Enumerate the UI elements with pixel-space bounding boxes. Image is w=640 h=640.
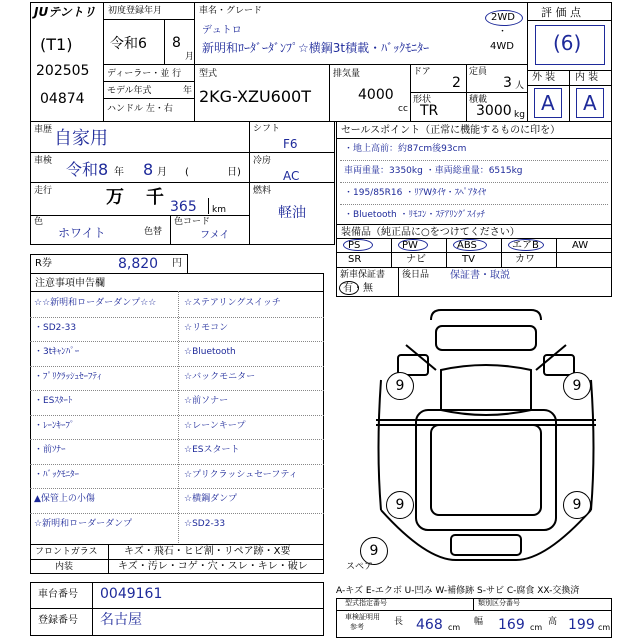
- damage-mark-3: 9: [563, 491, 591, 519]
- model-year-unit: 年: [183, 86, 193, 96]
- color-label: 色: [34, 217, 44, 227]
- dims-sub2: 参考: [350, 623, 364, 631]
- interior-cond-value: キズ・汚レ・コゲ・穴・スレ・キレ・破レ: [118, 561, 308, 572]
- length-value: 468: [416, 617, 443, 633]
- drive-dot: ・: [498, 27, 508, 37]
- color-code-label: 色コード: [174, 217, 211, 227]
- damage-mark-0: 9: [386, 372, 414, 400]
- sales-points-title: セールスポイント（正常に機能するものに印を）: [341, 125, 561, 136]
- inspection-month: 8: [143, 160, 154, 179]
- note-right-5: ☆レーンキープ: [184, 420, 246, 431]
- exterior-label: 外 装: [532, 72, 556, 83]
- doors-value: 2: [452, 75, 461, 91]
- height-label: 高: [548, 617, 558, 627]
- handle-label: ハンドル 左・右: [107, 104, 173, 114]
- drive-2wd: 2WD: [491, 12, 515, 23]
- logo: JUテントリ: [34, 5, 96, 19]
- doors-label: ドア: [413, 67, 431, 77]
- displacement-unit: cc: [398, 104, 408, 114]
- inspection-era: 令和8: [66, 160, 109, 179]
- equip-ps: PS: [348, 240, 361, 251]
- mileage-label: 走行: [34, 186, 53, 196]
- interior-label: 内 装: [575, 72, 599, 83]
- damage-mark-2: 9: [386, 491, 414, 519]
- note-right-2: ☆Bluetooth: [184, 347, 236, 357]
- equipment-title: 装備品（純正品に○をつけてください）: [341, 227, 520, 238]
- usage-label: 車歴: [34, 125, 53, 135]
- equip-abs: ABS: [457, 240, 477, 251]
- inspection-day-unit: 日): [227, 167, 241, 178]
- inspection-day: (: [185, 167, 189, 178]
- note-right-9: ☆SD2-33: [184, 518, 226, 529]
- dealer-label: ディーラー・並 行: [107, 69, 182, 79]
- sales-point-3: ・195/85R16 ・ﾘｱWﾀｲﾔ・ｽﾍﾟｱﾀｲﾔ: [344, 188, 487, 198]
- load-unit: kg: [514, 110, 525, 120]
- load-value: 3000: [476, 103, 512, 119]
- note-left-9: ☆新明和ローダーダンプ: [34, 518, 133, 529]
- note-left-7: ・ﾊﾞｯｸﾓﾆﾀｰ: [34, 469, 80, 480]
- dims-sub1: 車検証明用: [345, 613, 380, 621]
- width-value: 169: [498, 617, 525, 633]
- damage-legend: A-キズ E-エクボ U-凹み W-補修跡 S-サビ C-腐食 XX-交換済: [336, 586, 580, 596]
- shift-label: シフト: [253, 124, 281, 134]
- car-name-line1: デュトロ: [202, 25, 242, 36]
- chassis-value: 0049161: [100, 586, 163, 602]
- registration-label: 登録番号: [38, 615, 78, 626]
- maint-label: 後日品: [402, 270, 430, 280]
- recycle-label: R券: [35, 258, 52, 269]
- length-unit: cm: [448, 623, 461, 632]
- note-right-0: ☆ステアリングスイッチ: [184, 298, 281, 308]
- recycle-value: 8,820: [118, 256, 159, 272]
- width-label: 幅: [474, 617, 484, 627]
- capacity-value: 3: [503, 75, 512, 91]
- front-glass-label: フロントガラス: [35, 547, 98, 557]
- car-name-line2: 新明和ﾛｰﾀﾞｰﾀﾞﾝﾌﾟ☆横鋼3t積載・ﾊﾞｯｸﾓﾆﾀｰ: [202, 41, 430, 55]
- first-reg-era: 令和6: [110, 36, 147, 52]
- displacement-value: 4000: [358, 87, 394, 103]
- exterior-value: A: [541, 91, 555, 115]
- mileage-value: 365: [170, 199, 197, 215]
- shift-value: F6: [283, 137, 298, 151]
- note-right-7: ☆プリクラッシュセーフティ: [184, 469, 298, 480]
- interior-value: A: [583, 91, 597, 115]
- height-unit: cm: [598, 623, 611, 632]
- damage-mark-4: 9: [360, 537, 388, 565]
- height-value: 199: [568, 617, 595, 633]
- displacement-label: 排気量: [333, 69, 361, 79]
- equip-airbag: エアB: [512, 240, 539, 251]
- note-right-4: ☆前ソナー: [184, 396, 229, 406]
- interior-cond-label: 内装: [55, 562, 74, 572]
- fuel-label: 燃料: [253, 186, 272, 196]
- equip-navi: ナビ: [406, 254, 426, 265]
- warranty-value: 有・無: [343, 283, 373, 294]
- drive-4wd: 4WD: [490, 41, 514, 52]
- damage-mark-1: 9: [563, 372, 591, 400]
- note-left-3: ・ﾌﾟﾘｸﾗｯｼｭｾｰﾌﾃｨ: [34, 371, 102, 382]
- equip-sr: SR: [348, 254, 362, 265]
- equip-tv: TV: [462, 254, 475, 265]
- spare-label: スペア: [346, 562, 374, 572]
- usage-value: 自家用: [54, 128, 108, 149]
- dims-spec-label: 型式指定番号: [345, 599, 387, 607]
- maint-value: 保証書・取説: [450, 270, 510, 281]
- recycle-unit: 円: [172, 258, 182, 269]
- color-change-label: 色替: [144, 227, 163, 237]
- warranty-label: 新車保証書: [340, 270, 386, 280]
- note-right-8: ☆横鋼ダンプ: [184, 494, 238, 504]
- first-reg-month: 8: [172, 35, 181, 51]
- color-value: ホワイト: [58, 226, 106, 240]
- inspection-year-unit: 年: [114, 167, 124, 178]
- shape-label: 形状: [413, 95, 432, 105]
- note-left-5: ・ﾚｰﾝｷｰﾌﾟ: [34, 420, 75, 431]
- front-glass-value: キズ・飛石・ヒビ割・リペア跡・X要: [124, 546, 291, 557]
- capacity-label: 定員: [469, 67, 488, 77]
- sales-point-1: ・地上高前：約87cm後93cm: [344, 144, 467, 154]
- chassis-label: 車台番号: [38, 589, 78, 600]
- capacity-unit: 人: [515, 81, 525, 91]
- lot-no-1: 202505: [36, 63, 90, 79]
- note-left-1: ・SD2-33: [34, 322, 77, 333]
- note-left-8: ▲保管上の小傷: [34, 494, 95, 504]
- model-value: 2KG-XZU600T: [199, 87, 311, 106]
- equip-leather: カワ: [515, 254, 535, 265]
- inspection-label: 車検: [34, 156, 53, 166]
- car-name-label: 車名・グレード: [199, 6, 263, 16]
- note-right-6: ☆ESスタート: [184, 445, 240, 455]
- grade-value: (6): [553, 31, 582, 55]
- grade-label: 評 価 点: [541, 6, 581, 19]
- sales-point-2: 車両重量：3350kg ・車両総重量：6515kg: [344, 166, 523, 176]
- inspection-month-unit: 月: [157, 167, 167, 178]
- model-year-label: モデル年式: [107, 86, 152, 96]
- color-code-value: フメイ: [200, 230, 230, 241]
- note-left-6: ・前ｿﾅｰ: [34, 445, 66, 455]
- equip-aw: AW: [572, 240, 589, 251]
- fuel-value: 軽油: [278, 205, 306, 221]
- dims-class-label: 類別区分番号: [478, 599, 520, 607]
- mileage-man: 万: [106, 187, 124, 208]
- shape-value: TR: [420, 103, 439, 119]
- note-right-3: ☆バックモニター: [184, 371, 256, 382]
- equip-pw: PW: [402, 240, 418, 251]
- note-right-1: ☆リモコン: [184, 322, 229, 333]
- sales-point-4: ・Bluetooth ・ﾘﾓｺﾝ・ｽﾃｱﾘﾝｸﾞｽｲｯﾁ: [344, 210, 486, 220]
- lot-no-2: 04874: [40, 91, 85, 107]
- model-label: 型式: [199, 69, 218, 79]
- mileage-unit: km: [212, 205, 226, 215]
- notes-title: 注意事項申告欄: [35, 278, 105, 289]
- ac-value: AC: [283, 169, 300, 183]
- first-reg-label: 初度登録年月: [108, 6, 163, 16]
- note-left-4: ・ESｽﾀｰﾄ: [34, 396, 73, 406]
- load-label: 積載: [469, 95, 488, 105]
- lot-code: (T1): [40, 35, 73, 54]
- mileage-sen: 千: [146, 187, 164, 208]
- note-left-2: ・3tｷｬﾝﾊﾟｰ: [34, 347, 80, 357]
- note-left-0: ☆☆新明和ローダーダンプ☆☆: [34, 298, 157, 308]
- length-label: 長: [394, 617, 404, 627]
- first-reg-month-unit: 月: [185, 52, 195, 62]
- registration-value: 名古屋: [100, 612, 142, 628]
- ac-label: 冷房: [253, 156, 272, 166]
- width-unit: cm: [530, 623, 543, 632]
